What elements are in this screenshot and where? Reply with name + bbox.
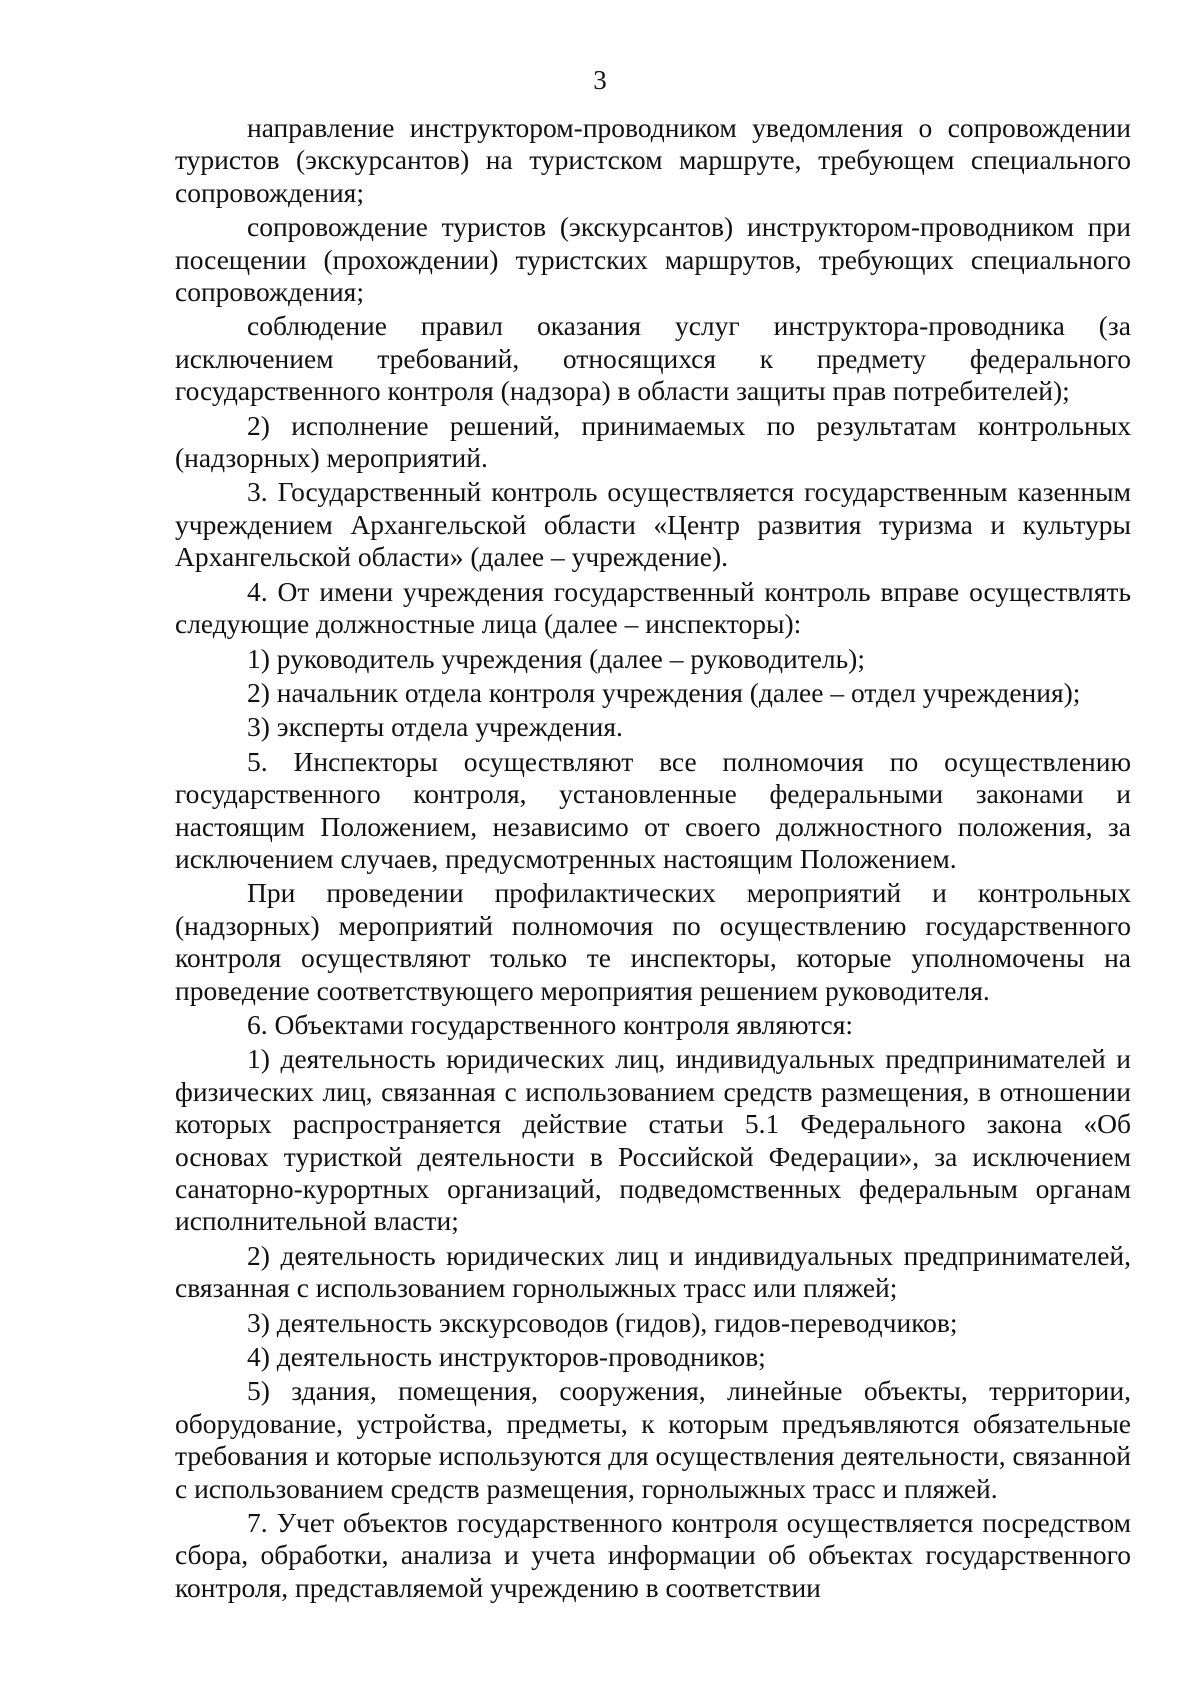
paragraph-item-experts: 3) эксперты отдела учреждения. — [247, 711, 623, 743]
paragraph-authority: При проведении профилактических мероприятий и контрольных (надзорных) мероприятий полномочия по осуществлению государственного контроля осуществляют только те инспекторы, которые уполномочены на проведение соответствующего мероприятия решением руководителя. — [175, 877, 1131, 1006]
paragraph-decisions: 2) исполнение решений, принимаемых по результатам контрольных (надзорных) мероприятий. — [175, 409, 1131, 474]
page-number: 3 — [593, 65, 607, 95]
paragraph-section-6: 6. Объектами государственного контроля являются: — [247, 1008, 853, 1040]
paragraph-section-4: 4. От имени учреждения государственный контроль вправе осуществлять следующие должностные лица (далее – инспекторы): — [175, 575, 1131, 640]
paragraph-object-guides: 3) деятельность экскурсоводов (гидов), гидов-переводчиков; — [247, 1306, 958, 1338]
paragraph-escort: сопровождение туристов (экскурсантов) инструктором-проводником при посещении (прохождении) туристских маршрутов, требующих специального сопровождения; — [175, 211, 1131, 308]
document-body — [175, 112, 1131, 1604]
paragraph-notification: направление инструктором-проводником уведомления о сопровождении туристов (экскурсантов) на туристском маршруте, требующем специального сопровождения; — [175, 112, 1131, 208]
paragraph-object-ski-beach: 2) деятельность юридических лиц и индивидуальных предпринимателей, связанная с использованием горнолыжных трасс или пляжей; — [175, 1239, 1131, 1304]
paragraph-item-department-head: 2) начальник отдела контроля учреждения (далее – отдел учреждения); — [247, 676, 1081, 708]
paragraph-section-5: 5. Инспекторы осуществляют все полномочия по осуществлению государственного контроля, установленные федеральными законами и настоящим Положением, независимо от своего должностного положения, за исключением случаев, предусмотренных настоящим Положением. — [175, 745, 1131, 874]
paragraph-object-accommodation: 1) деятельность юридических лиц, индивидуальных предпринимателей и физических лиц, связанная с использованием средств размещения, в отношении которых распространяется действие статьи 5.1 Федерального закона «Об основах туристкой деятельности в Российской Федерации», за исключением санаторно-курортных организаций, подведомственных федеральным органам исполнительной власти; — [175, 1043, 1131, 1237]
paragraph-item-head: 1) руководитель учреждения (далее – руководитель); — [247, 642, 865, 674]
paragraph-rules: соблюдение правил оказания услуг инструктора-проводника (за исключением требований, относящихся к предмету федерального государственного контроля (надзора) в области защиты прав потребителей); — [175, 310, 1131, 407]
paragraph-section-7: 7. Учет объектов государственного контроля осуществляется посредством сбора, обработки, анализа и учета информации об объектах государственного контроля, представляемой учреждению в соответствии — [175, 1507, 1131, 1603]
paragraph-object-instructors: 4) деятельность инструкторов-проводников; — [247, 1341, 766, 1373]
paragraph-section-3: 3. Государственный контроль осуществляется государственным казенным учреждением Архангельской области «Центр развития туризма и культуры Архангельской области» (далее – учреждение). — [175, 476, 1131, 573]
paragraph-object-facilities: 5) здания, помещения, сооружения, линейные объекты, территории, оборудование, устройства, предметы, к которым предъявляются обязательные требования и которые используются для осуществления деятельности, связанной с использованием средств размещения, горнолыжных трасс и пляжей. — [175, 1375, 1131, 1504]
